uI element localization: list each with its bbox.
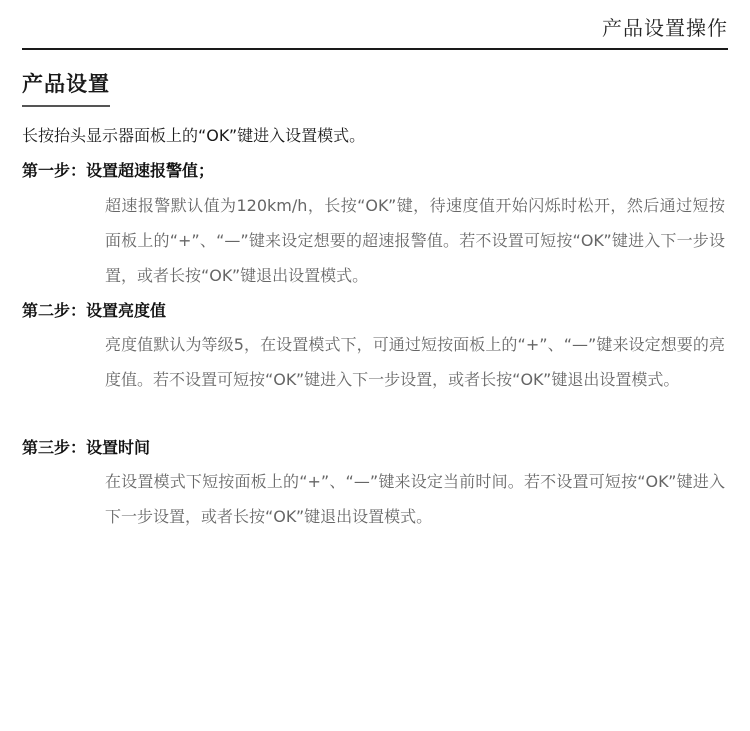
page-header-title: 产品设置操作 bbox=[602, 16, 728, 40]
header-divider bbox=[22, 48, 728, 50]
section-intro: 长按抬头显示器面板上的“OK”键进入设置模式。 bbox=[22, 126, 366, 145]
step-3-body: 在设置模式下短按面板上的“+”、“—”键来设定当前时间。若不设置可短按“OK”键进入下一步设置，或者长按“OK”键退出设置模式。 bbox=[105, 472, 725, 526]
step-3-title: 第三步：设置时间 bbox=[22, 438, 151, 457]
step-1-title: 第一步：设置超速报警值； bbox=[22, 161, 215, 180]
step-2-body: 亮度值默认为等级5，在设置模式下，可通过短按面板上的“+”、“—”键来设定想要的亮度值。若不设置可短按“OK”键进入下一步设置，或者长按“OK”键退出设置模式。 bbox=[105, 335, 725, 389]
step-2-title: 第二步：设置亮度值 bbox=[22, 301, 167, 320]
step-1-body: 超速报警默认值为120km/h，长按“OK”键，待速度值开始闪烁时松开，然后通过短按面板上的“+”、“—”键来设定想要的超速报警值。若不设置可短按“OK”键进入下一步设置，或者长按“OK”键退出设置模式。 bbox=[105, 196, 725, 285]
section-title: 产品设置 bbox=[22, 68, 110, 107]
